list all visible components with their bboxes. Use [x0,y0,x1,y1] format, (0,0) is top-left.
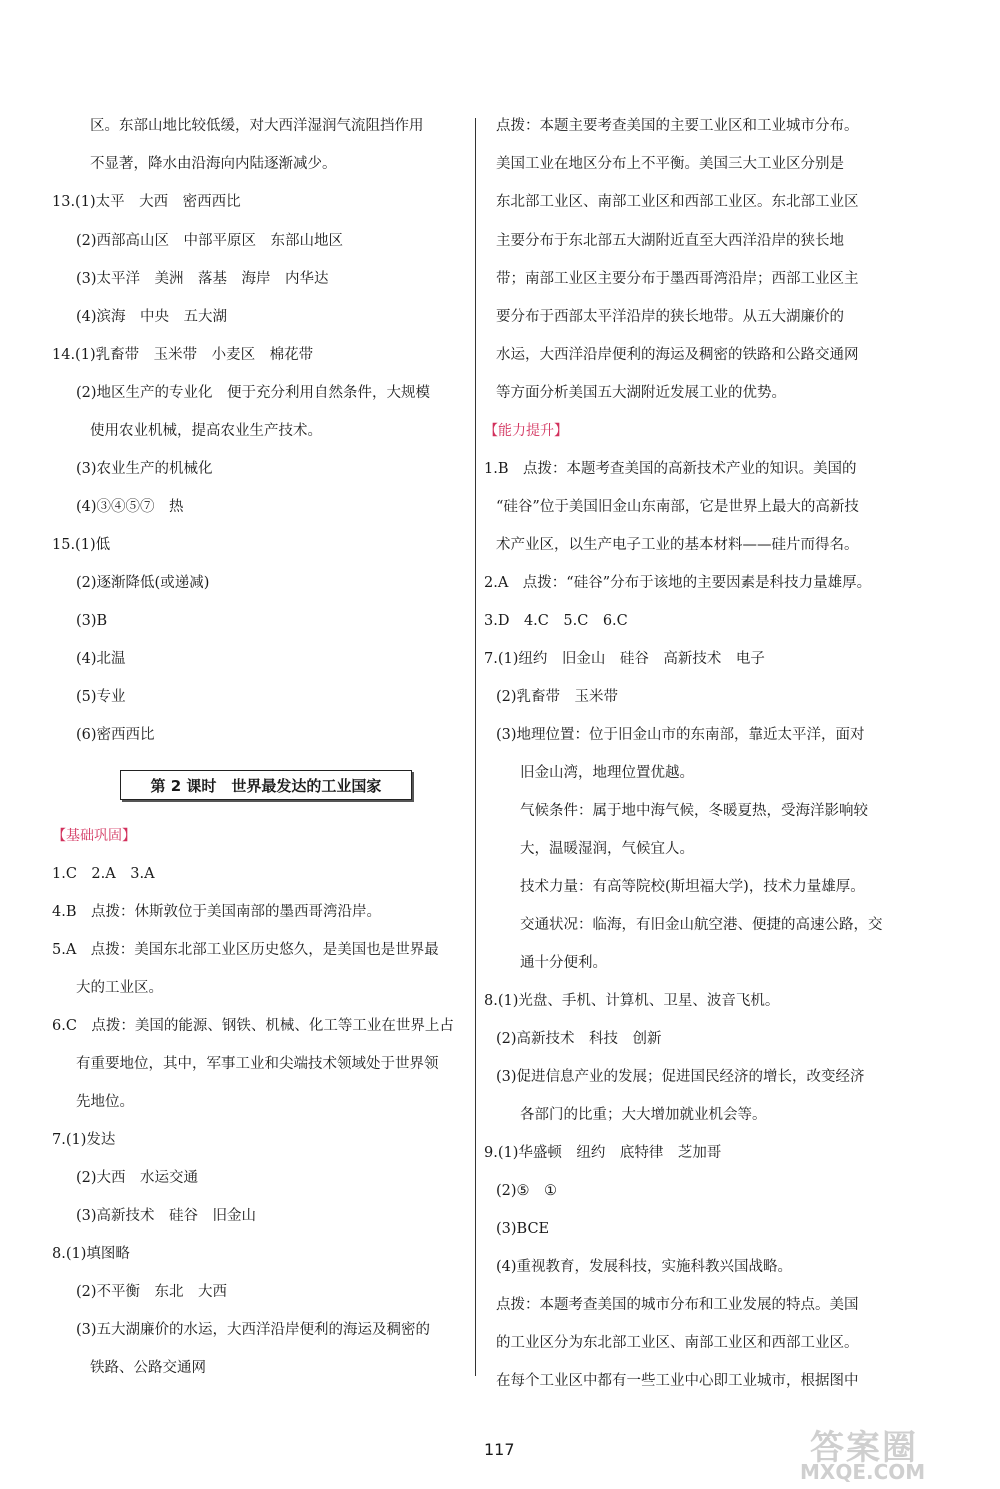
answer-7-1: 7.(1)发达 [52,1132,116,1148]
text-line: 交通状况：临海，有旧金山航空港、便捷的高速公路，交 [520,917,883,933]
watermark-logo [780,1420,985,1485]
text-line: 水运，大西洋沿岸便利的海运及稠密的铁路和公路交通网 [496,347,859,363]
answer-14-3: (3)农业生产的机械化 [76,461,213,477]
answer-3-6: 3.D 4.C 5.C 6.C [484,613,628,629]
answer-8-3: (3)五大湖廉价的水运，大西洋沿岸便利的海运及稠密的 [76,1322,431,1338]
text-line: “硅谷”位于美国旧金山东南部，它是世界上最大的高新技 [496,499,859,515]
answer-8-1: 8.(1)填图略 [52,1246,130,1262]
text-line: 大的工业区。 [76,980,163,996]
answer-8-2: (2)不平衡 东北 大西 [76,1284,228,1300]
answer-13-1: 13.(1)太平 大西 密西西比 [52,194,241,210]
answer-14-2: (2)地区生产的专业化 便于充分利用自然条件，大规模 [76,385,431,401]
text-line: 等方面分析美国五大湖附近发展工业的优势。 [496,385,786,401]
answer-15-1: 15.(1)低 [52,537,111,553]
text-line: 旧金山湾，地理位置优越。 [520,765,694,781]
answer-13-4: (4)滨海 中央 五大湖 [76,309,228,325]
answer-8-1: 8.(1)光盘、手机、计算机、卫星、波音飞机。 [484,993,780,1009]
text-line: 先地位。 [76,1094,134,1110]
answer-14-4: (4)③④⑤⑦ 热 [76,499,184,515]
text-line: 点拨：本题主要考查美国的主要工业区和工业城市分布。 [496,118,859,134]
answer-15-2: (2)逐渐降低(或递减) [76,575,210,591]
text-line: 大，温暖湿润，气候宜人。 [520,841,694,857]
text-line: 不显著，降水由沿海向内陆逐渐减少。 [90,156,337,172]
text-line: 气候条件：属于地中海气候，冬暖夏热，受海洋影响较 [520,803,868,819]
text-line: 区。东部山地比较低缓，对大西洋湿润气流阻挡作用 [90,118,424,134]
answer-15-4: (4)北温 [76,651,126,667]
answer-9-4: (4)重视教育，发展科技，实施科教兴国战略。 [496,1259,793,1275]
answer-7-2: (2)乳畜带 玉米带 [496,689,619,705]
watermark-text: 答案圈 [810,1428,918,1468]
answer-15-5: (5)专业 [76,689,126,705]
section-title: 第 2 课时 世界最发达的工业国家 [120,770,412,800]
text-line: 的工业区分为东北部工业区、南部工业区和西部工业区。 [496,1335,859,1351]
answer-6: 6.C 点拨：美国的能源、钢铁、机械、化工等工业在世界上占 [52,1018,454,1034]
text-line: 使用农业机械，提高农业生产技术。 [90,423,322,439]
answer-8-2: (2)高新技术 科技 创新 [496,1031,662,1047]
answer-2: 2.A 点拨：“硅谷”分布于该地的主要因素是科技力量雄厚。 [484,575,872,591]
answer-5: 5.A 点拨：美国东北部工业区历史悠久，是美国也是世界最 [52,942,439,958]
text-line: 点拨：本题考查美国的城市分布和工业发展的特点。美国 [496,1297,859,1313]
text-line: 要分布于西部太平洋沿岸的狭长地带。从五大湖廉价的 [496,309,844,325]
answer-9-3: (3)BCE [496,1221,550,1237]
text-line: 通十分便利。 [520,955,607,971]
answer-7-1: 7.(1)纽约 旧金山 硅谷 高新技术 电子 [484,651,765,667]
answer-1-3: 1.C 2.A 3.A [52,866,155,882]
advanced-section-tag: 【能力提升】 [484,423,568,439]
answer-14-1: 14.(1)乳畜带 玉米带 小麦区 棉花带 [52,347,314,363]
text-line: 带；南部工业区主要分布于墨西哥湾沿岸；西部工业区主 [496,271,859,287]
text-line: 有重要地位，其中，军事工业和尖端技术领域处于世界领 [76,1056,439,1072]
answer-7-2: (2)大西 水运交通 [76,1170,199,1186]
answer-15-6: (6)密西西比 [76,727,155,743]
answer-1: 1.B 点拨：本题考查美国的高新技术产业的知识。美国的 [484,461,857,477]
text-line: 东北部工业区、南部工业区和西部工业区。东北部工业区 [496,194,859,210]
basic-section-tag: 【基础巩固】 [52,828,136,844]
text-line: 技术力量：有高等院校(斯坦福大学)，技术力量雄厚。 [520,879,865,895]
text-line: 主要分布于东北部五大湖附近直至大西洋沿岸的狭长地 [496,233,844,249]
watermark-url: MXQE.COM [800,1460,926,1484]
text-line: 各部门的比重；大大增加就业机会等。 [520,1107,767,1123]
column-divider [475,118,476,1376]
text-line: 术产业区，以生产电子工业的基本材料——硅片而得名。 [496,537,859,553]
answer-13-3: (3)太平洋 美洲 落基 海岸 内华达 [76,271,329,287]
text-line: 在每个工业区中都有一些工业中心即工业城市，根据图中 [496,1373,859,1389]
page-number: 117 [484,1440,515,1459]
answer-7-3: (3)地理位置：位于旧金山市的东南部，靠近太平洋，面对 [496,727,865,743]
answer-4: 4.B 点拨：休斯敦位于美国南部的墨西哥湾沿岸。 [52,904,381,920]
answer-15-3: (3)B [76,613,108,629]
text-line: 铁路、公路交通网 [90,1360,206,1376]
answer-8-3: (3)促进信息产业的发展；促进国民经济的增长，改变经济 [496,1069,865,1085]
answer-13-2: (2)西部高山区 中部平原区 东部山地区 [76,233,344,249]
answer-9-2: (2)⑤ ① [496,1183,558,1199]
text-line: 美国工业在地区分布上不平衡。美国三大工业区分别是 [496,156,844,172]
answer-9-1: 9.(1)华盛顿 纽约 底特律 芝加哥 [484,1145,722,1161]
answer-7-3: (3)高新技术 硅谷 旧金山 [76,1208,257,1224]
